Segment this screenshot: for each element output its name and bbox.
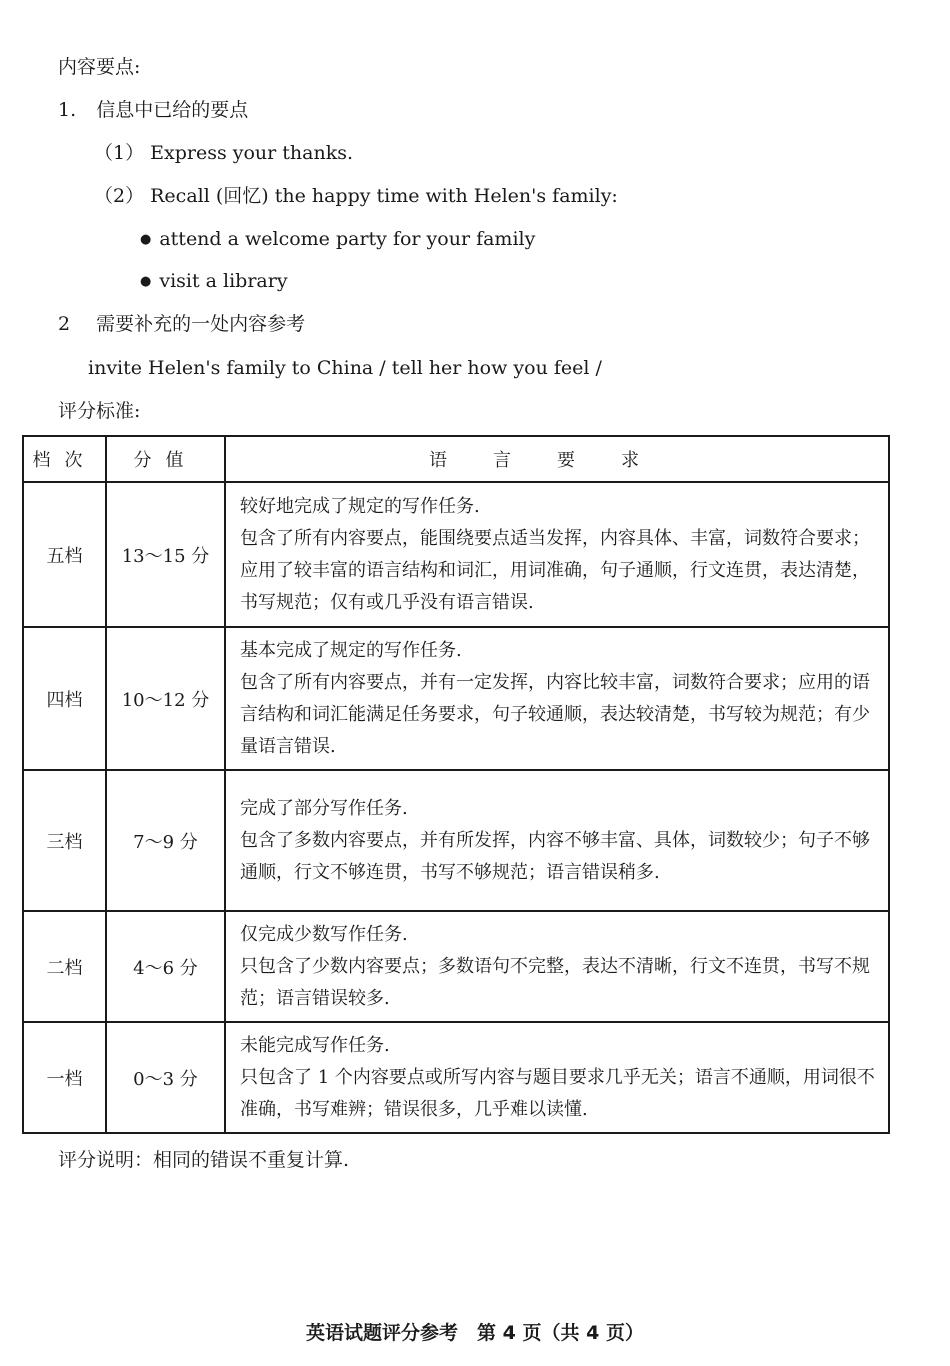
header-level: 档次 <box>23 436 106 482</box>
scoring-table-header-row <box>23 436 889 482</box>
header-score: 分值 <box>106 436 225 482</box>
row-requirements <box>225 482 889 627</box>
requirement-detail: 只包含了少数内容要点；多数语句不完整，表达不清晰，行文不连贯，书写不规范；语言错误较多. <box>240 955 870 1009</box>
row-score: 4～6 分 <box>106 911 225 1022</box>
row-requirements <box>225 911 889 1022</box>
row-level: 三档 <box>23 770 106 911</box>
requirement-summary: 完成了部分写作任务. <box>240 797 408 819</box>
section-2-title <box>58 311 305 337</box>
table-row <box>23 1022 889 1133</box>
row-score: 7～9 分 <box>106 770 225 911</box>
section-1-title <box>58 97 248 123</box>
requirement-detail: 包含了所有内容要点，并有一定发挥，内容比较丰富，词数符合要求；应用的语言结构和词汇能满足任务要求，句子较通顺，表达较清楚，书写较为规范；有少量语言错误. <box>240 671 870 757</box>
page-footer: 英语试题评分参考 第 4 页（共 4 页） <box>306 1322 644 1344</box>
row-requirements <box>225 770 889 911</box>
row-score: 13～15 分 <box>106 482 225 627</box>
row-level: 二档 <box>23 911 106 1022</box>
scoring-table <box>22 435 890 1134</box>
table-row <box>23 911 889 1022</box>
requirement-summary: 仅完成少数写作任务. <box>240 923 408 945</box>
section-1-title-text: 信息中已给的要点 <box>96 99 249 121</box>
requirement-detail: 包含了所有内容要点，能围绕要点适当发挥，内容具体、丰富，词数符合要求；应用了较丰富的语言结构和词汇，用词准确，句子通顺，行文连贯，表达清楚，书写规范；仅有或几乎没有语言错误. <box>240 527 870 613</box>
row-level: 四档 <box>23 627 106 770</box>
section-2-reference-text: invite Helen's family to China / tell her how you feel / <box>88 357 602 379</box>
row-level: 一档 <box>23 1022 106 1133</box>
section-2-number: 2 <box>58 313 71 335</box>
requirement-detail: 只包含了 1 个内容要点或所写内容与题目要求几乎无关；语言不通顺，用词很不准确，书写难辨；错误很多，几乎难以读懂. <box>240 1066 875 1120</box>
scoring-note: 评分说明：相同的错误不重复计算. <box>58 1149 350 1171</box>
scoring-heading: 评分标准: <box>58 400 141 422</box>
header-requirements: 语言要求 <box>225 436 889 482</box>
table-row <box>23 482 889 627</box>
row-level: 五档 <box>23 482 106 627</box>
requirement-summary: 较好地完成了规定的写作任务. <box>240 495 480 517</box>
requirement-detail: 包含了多数内容要点，并有所发挥，内容不够丰富、具体，词数较少；句子不够通顺，行文不够连贯，书写不够规范；语言错误稍多. <box>240 829 870 883</box>
section-1-number: 1. <box>58 99 77 121</box>
section-2-title-text: 需要补充的一处内容参考 <box>96 313 306 335</box>
table-row <box>23 770 889 911</box>
bullet-visit-library: ● visit a library <box>140 268 288 297</box>
item-recall-happy-time: （2） Recall (回忆) the happy time with Helen's family: <box>94 185 618 207</box>
requirement-summary: 未能完成写作任务. <box>240 1034 390 1056</box>
content-points-heading: 内容要点: <box>58 56 141 78</box>
row-requirements <box>225 627 889 770</box>
table-row <box>23 627 889 770</box>
requirement-summary: 基本完成了规定的写作任务. <box>240 639 462 661</box>
row-requirements <box>225 1022 889 1133</box>
item-express-thanks: （1） Express your thanks. <box>94 142 354 164</box>
bullet-welcome-party: ● attend a welcome party for your family <box>140 226 535 255</box>
row-score: 10～12 分 <box>106 627 225 770</box>
row-score: 0～3 分 <box>106 1022 225 1133</box>
